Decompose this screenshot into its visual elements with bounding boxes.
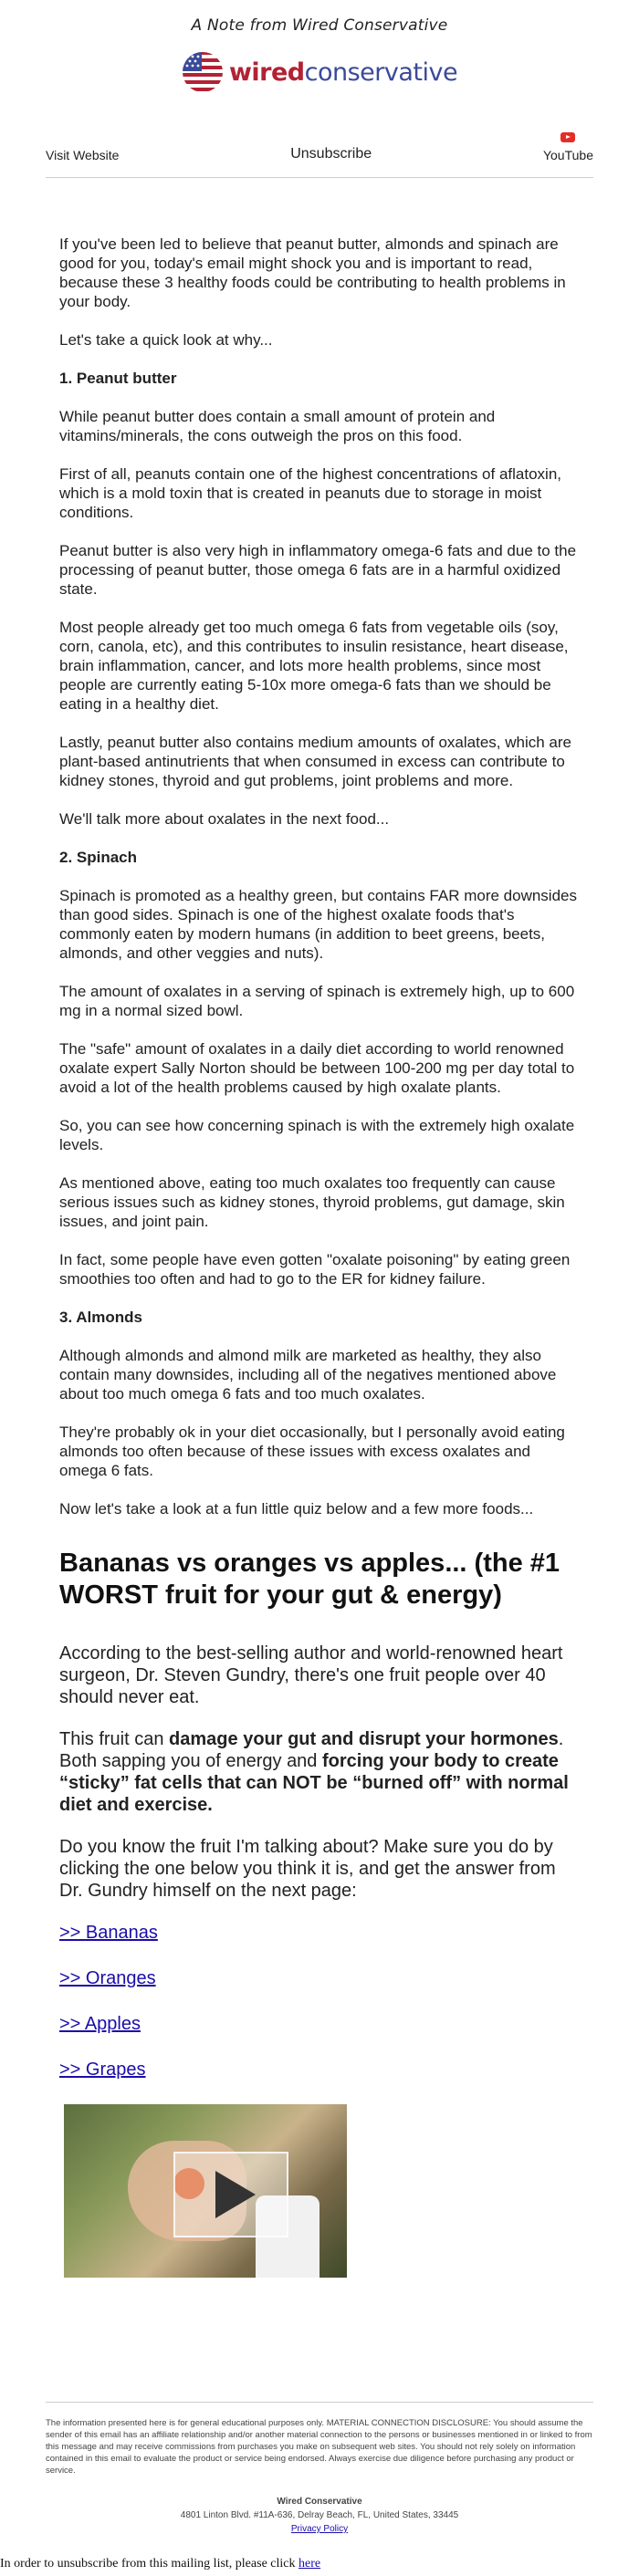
- logo-wired: wired: [228, 57, 305, 87]
- choice-apples-link[interactable]: >> Apples: [59, 2014, 141, 2034]
- video-thumbnail[interactable]: [64, 2104, 347, 2278]
- flag-icon: [182, 51, 224, 93]
- paragraph: They're probably ok in your diet occasionally, but I personally avoid eating almonds too often because of these issues with excess oxalates and omega 6 fats.: [59, 1424, 565, 1479]
- privacy-policy-link[interactable]: Privacy Policy: [290, 2524, 349, 2534]
- section-title-spinach: 2. Spinach: [59, 849, 138, 866]
- paragraph: As mentioned above, eating too much oxalates too frequently can cause serious issues such as kidney stones, thyroid problems, gut damage, skin issues, and joint pain.: [59, 1174, 565, 1230]
- paragraph: Peanut butter is also very high in inflammatory omega-6 fats and due to the processing of peanut butter, those omega 6 fats are in a harmful oxidized state.: [59, 542, 577, 598]
- unsubscribe-notice-text: In order to unsubscribe from this mailing list, please click: [0, 2557, 299, 2571]
- paragraph: Lastly, peanut butter also contains medium amounts of oxalates, which are plant-based antinutrients that when consumed in excess can contribute to kidney stones, thyroid and gut problems, joint problems and more.: [59, 734, 571, 789]
- header-tagline: A Note from Wired Conservative: [191, 16, 448, 35]
- youtube-link[interactable]: [543, 132, 593, 162]
- intro-paragraph: If you've been led to believe that peanut butter, almonds and spinach are good for you, today's email might shock you and is important to read, because these 3 healthy foods could be contributing to health problems in your body.: [59, 235, 566, 310]
- choice-bananas-link[interactable]: >> Bananas: [59, 1923, 158, 1943]
- header-nav: [46, 120, 593, 178]
- unsubscribe-notice: [0, 2557, 320, 2571]
- email-header: [0, 0, 639, 97]
- section-title-almonds: 3. Almonds: [59, 1309, 142, 1326]
- paragraph: In fact, some people have even gotten "oxalate poisoning" by eating green smoothies too often and had to go to the ER for kidney failure.: [59, 1251, 571, 1288]
- play-button[interactable]: [173, 2152, 288, 2237]
- paragraph: First of all, peanuts contain one of the highest concentrations of aflatoxin, which is a mold toxin that is created in peanuts due to storage in moist conditions.: [59, 465, 562, 521]
- footer-company-name: Wired Conservative: [277, 2497, 362, 2507]
- promo-text: . Both sapping you of energy and: [59, 1729, 564, 1771]
- visit-website-link[interactable]: Visit Website: [46, 148, 120, 162]
- paragraph: So, you can see how concerning spinach is with the extremely high oxalate levels.: [59, 1117, 575, 1153]
- unsubscribe-here-link[interactable]: here: [298, 2557, 321, 2571]
- paragraph: While peanut butter does contain a small amount of protein and vitamins/minerals, the cons outweigh the pros on this food.: [59, 408, 496, 444]
- promo-bold-text: damage your gut and disrupt your hormones: [169, 1729, 559, 1749]
- choice-grapes-link[interactable]: >> Grapes: [59, 2060, 146, 2080]
- email-footer: [46, 2402, 593, 2534]
- paragraph: Although almonds and almond milk are marketed as healthy, they also contain many downsides, including all of the negatives mentioned above about too much omega 6 fats and too much oxalates.: [59, 1347, 557, 1403]
- wired-conservative-logo[interactable]: [0, 47, 639, 97]
- footer-address: 4801 Linton Blvd. #11A-636, Delray Beach, FL, United States, 33445: [180, 2510, 459, 2520]
- logo-conservative: conservative: [304, 57, 458, 87]
- disclosure-text: The information presented here is for general educational purposes only. MATERIAL CONNECTION DISCLOSURE: You should assume the sender of this email has an affiliate relationship and/or another material connection to the persons or businesses mentioned in or linked to from this message and may receive commissions from purchases you make on subsequent web sites. You should not rely solely on information contained in this email to evaluate the product or service being endorsed. Always exercise due diligence before purchasing any product or service.: [46, 2418, 592, 2476]
- promo-bold-text: forcing your body to create “sticky” fat cells that can NOT be “burned off” with normal diet and exercise.: [59, 1751, 569, 1815]
- outro-paragraph: Now let's take a look at a fun little quiz below and a few more foods...: [59, 1500, 534, 1517]
- paragraph: Spinach is promoted as a healthy green, but contains FAR more downsides than good sides. Spinach is one of the highest oxalate foods that's commonly eaten by modern humans (in addition to beet greens, beets, almonds, and other veggies and nuts).: [59, 887, 577, 962]
- article-body: [59, 178, 580, 1518]
- paragraph: We'll talk more about oxalates in the next food...: [59, 810, 390, 828]
- choice-oranges-link[interactable]: >> Oranges: [59, 1968, 156, 1988]
- unsubscribe-link[interactable]: Unsubscribe: [290, 146, 372, 162]
- promo-section: [59, 1548, 580, 2081]
- promo-paragraph: According to the best-selling author and world-renowned heart surgeon, Dr. Steven Gundry, there's one fruit people over 40 should never eat.: [59, 1643, 563, 1707]
- paragraph: The amount of oxalates in a serving of spinach is extremely high, up to 600 mg in a normal sized bowl.: [59, 983, 575, 1019]
- youtube-label: YouTube: [542, 148, 593, 162]
- play-icon: [215, 2171, 256, 2218]
- section-title-peanut-butter: 1. Peanut butter: [59, 370, 177, 387]
- privacy-policy-wrap: [46, 2524, 593, 2534]
- youtube-icon: [560, 132, 575, 142]
- logo-wordmark: [229, 58, 457, 87]
- paragraph: Most people already get too much omega 6 fats from vegetable oils (soy, corn, canola, etc), and this contributes to insulin resistance, heart disease, brain inflammation, cancer, and lots more health problems, since most people are currently eating 5-10x more omega-6 fats than we should be eating in a healthy diet.: [59, 619, 569, 713]
- promo-text: This fruit can: [59, 1729, 170, 1749]
- paragraph: The "safe" amount of oxalates in a daily diet according to world renowned oxalate expert Sally Norton should be between 100-200 mg per day total to avoid a lot of the health problems caused by high oxalate plants.: [59, 1040, 575, 1096]
- promo-paragraph-bold: [59, 1728, 580, 1816]
- promo-paragraph: Do you know the fruit I'm talking about? Make sure you do by clicking the one below you think it is, and get the answer from Dr. Gundry himself on the next page:: [59, 1837, 556, 1901]
- promo-headline: Bananas vs oranges vs apples... (the #1 WORST fruit for your gut & energy): [59, 1549, 560, 1610]
- lead-paragraph: Let's take a quick look at why...: [59, 331, 273, 349]
